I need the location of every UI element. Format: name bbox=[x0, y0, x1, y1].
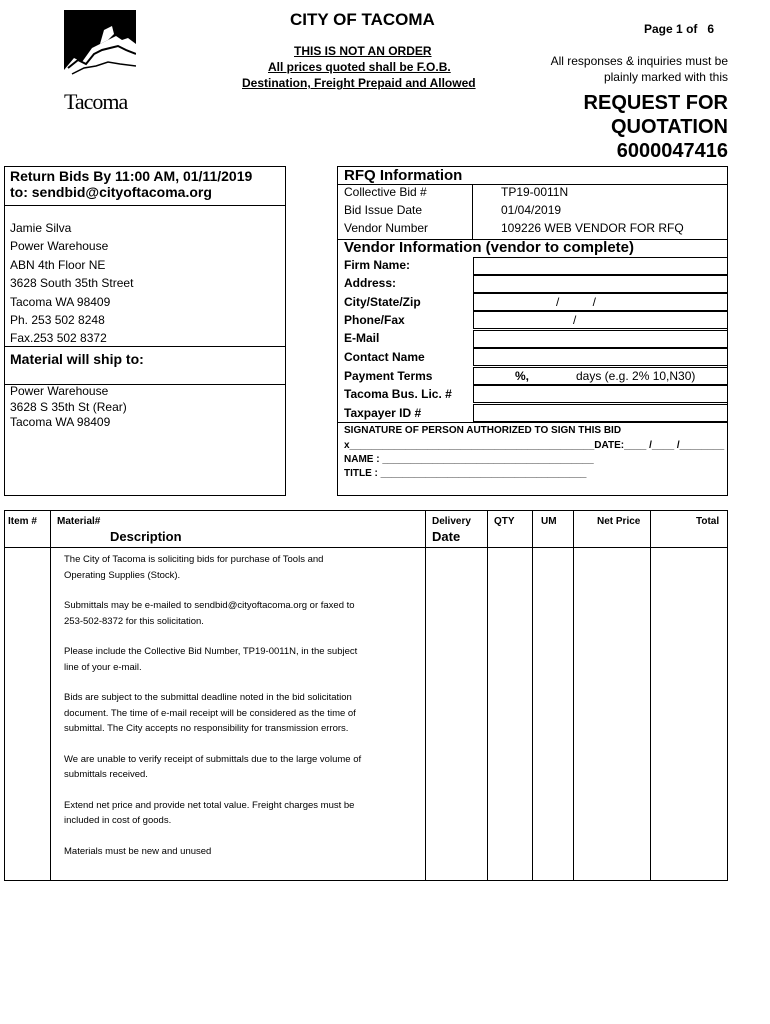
contact-company: Power Warehouse bbox=[10, 239, 109, 254]
col-total: Total bbox=[696, 516, 720, 527]
bid-issue-date-value: 01/04/2019 bbox=[501, 203, 562, 217]
rfq-heading-1: REQUEST FOR bbox=[583, 92, 728, 114]
firm-name-field[interactable] bbox=[473, 257, 728, 275]
page-of: of bbox=[686, 22, 698, 36]
signature-line[interactable]: x____________________________________________DATE:____ /____ /________ bbox=[344, 440, 725, 451]
firm-name-label: Firm Name: bbox=[344, 258, 411, 272]
ship-to-address bbox=[10, 384, 127, 431]
return-bids-line-1: Return Bids By 11:00 AM, 01/11/2019 bbox=[10, 168, 253, 184]
taxpayer-id-label: Taxpayer ID # bbox=[344, 406, 422, 420]
col-material-number: Material# bbox=[57, 516, 101, 527]
note-paragraph bbox=[64, 844, 419, 860]
contact-name: Jamie Silva bbox=[10, 221, 72, 235]
address-field[interactable] bbox=[473, 275, 728, 293]
fob-line-1: All prices quoted shall be F.O.B. bbox=[268, 60, 451, 74]
contact-phone: Ph. 253 502 8248 bbox=[10, 313, 105, 328]
collective-bid-label: Collective Bid # bbox=[344, 185, 427, 199]
contact-block bbox=[10, 219, 133, 348]
page-indicator bbox=[644, 22, 714, 36]
not-order-notice: THIS IS NOT AN ORDER bbox=[294, 44, 432, 58]
bus-lic-label: Tacoma Bus. Lic. # bbox=[344, 387, 452, 401]
note-line: 253-502-8372 for this solicitation. bbox=[64, 615, 204, 627]
note-line: Bids are subject to the submittal deadline noted in the bid solicitation bbox=[64, 692, 352, 703]
note-paragraph bbox=[64, 690, 419, 737]
collective-bid-value: TP19-0011N bbox=[501, 185, 569, 199]
col-item-number: Item # bbox=[8, 516, 37, 527]
page-current: 1 bbox=[676, 22, 683, 36]
payment-terms-label: Payment Terms bbox=[344, 369, 433, 383]
note-line: included in cost of goods. bbox=[64, 815, 172, 826]
note-line: Extend net price and provide net total value. Freight charges must be bbox=[64, 799, 355, 811]
col-description: Description bbox=[110, 529, 182, 544]
contact-floor: ABN 4th Floor NE bbox=[10, 257, 106, 272]
vendor-number-label: Vendor Number bbox=[344, 221, 429, 235]
rfq-info-title: RFQ Information bbox=[344, 167, 463, 184]
signature-title: SIGNATURE OF PERSON AUTHORIZED TO SIGN THIS BID bbox=[344, 425, 622, 436]
description-notes bbox=[64, 552, 419, 859]
city-state-zip-field[interactable] bbox=[473, 293, 728, 311]
note-paragraph bbox=[64, 644, 419, 675]
note-line: Operating Supplies (Stock). bbox=[64, 569, 181, 581]
note-paragraph bbox=[64, 752, 419, 783]
note-line: line of your e-mail. bbox=[64, 661, 142, 673]
note-line: Please include the Collective Bid Number, TP19-0011N, in the subject bbox=[64, 646, 358, 657]
signer-title-line[interactable]: TITLE : _____________________________________ bbox=[344, 468, 587, 479]
col-date: Date bbox=[432, 529, 461, 544]
note-line: Materials must be new and unused bbox=[64, 845, 212, 857]
inquiry-note-2: plainly marked with this bbox=[603, 70, 728, 84]
col-delivery: Delivery bbox=[432, 516, 471, 527]
rfq-number: 6000047416 bbox=[616, 140, 728, 162]
phone-fax-field[interactable] bbox=[473, 311, 728, 329]
contact-name-field[interactable] bbox=[473, 348, 728, 366]
rfq-heading-2: QUOTATION bbox=[610, 116, 728, 138]
note-paragraph bbox=[64, 552, 419, 583]
ship-to-title: Material will ship to: bbox=[10, 351, 144, 367]
note-line: The City of Tacoma is soliciting bids for purchase of Tools and bbox=[64, 554, 324, 565]
phone-fax-separator: / bbox=[573, 313, 577, 327]
note-line: Submittals may be e-mailed to sendbid@cityoftacoma.org or faxed to bbox=[64, 600, 355, 611]
city-state-zip-separators: / / bbox=[556, 295, 597, 309]
phone-fax-label: Phone/Fax bbox=[344, 313, 405, 327]
page-label: Page bbox=[644, 22, 673, 36]
contact-name-label: Contact Name bbox=[344, 350, 425, 364]
address-label: Address: bbox=[344, 276, 397, 290]
payment-days-hint: days (e.g. 2% 10,N30) bbox=[576, 369, 696, 383]
note-line: We are unable to verify receipt of submittals due to the large volume of bbox=[64, 753, 362, 765]
payment-percent: %, bbox=[515, 369, 530, 383]
logo-caption: Tacoma bbox=[64, 89, 128, 114]
signer-name-line[interactable]: NAME : ______________________________________ bbox=[344, 454, 594, 465]
note-paragraph bbox=[64, 598, 419, 629]
contact-fax: Fax.253 502 8372 bbox=[10, 331, 107, 346]
fob-line-2: Destination, Freight Prepaid and Allowed bbox=[242, 76, 476, 90]
bus-lic-field[interactable] bbox=[473, 385, 728, 403]
email-label: E-Mail bbox=[344, 331, 380, 345]
bid-issue-date-label: Bid Issue Date bbox=[344, 203, 423, 217]
contact-street: 3628 South 35th Street bbox=[10, 276, 134, 291]
col-qty: QTY bbox=[494, 516, 515, 527]
ship-to-line-1: Power Warehouse bbox=[10, 384, 109, 398]
note-line: submittal. The City accepts no responsibility for transmission errors. bbox=[64, 723, 349, 734]
col-um: UM bbox=[541, 516, 557, 527]
col-net-price: Net Price bbox=[597, 516, 641, 527]
city-state-zip-label: City/State/Zip bbox=[344, 295, 421, 309]
return-bids-line-2: to: sendbid@cityoftacoma.org bbox=[10, 184, 212, 200]
city-logo bbox=[64, 10, 136, 112]
note-paragraph bbox=[64, 798, 419, 829]
vendor-info-title: Vendor Information (vendor to complete) bbox=[344, 239, 635, 256]
note-line: submittals received. bbox=[64, 769, 148, 780]
contact-city: Tacoma WA 98409 bbox=[10, 294, 111, 309]
vendor-number-value: 109226 WEB VENDOR FOR RFQ bbox=[501, 221, 684, 235]
city-title: CITY OF TACOMA bbox=[290, 10, 435, 29]
mountain-logo-icon bbox=[64, 10, 136, 86]
ship-to-line-2: 3628 S 35th St (Rear) bbox=[10, 399, 127, 414]
email-field[interactable] bbox=[473, 330, 728, 348]
taxpayer-id-field[interactable] bbox=[473, 404, 728, 422]
note-line: document. The time of e-mail receipt will be considered as the time of bbox=[64, 707, 356, 719]
ship-to-line-3: Tacoma WA 98409 bbox=[10, 415, 111, 429]
inquiry-note-1: All responses & inquiries must be bbox=[550, 54, 728, 68]
page-total: 6 bbox=[707, 22, 715, 36]
